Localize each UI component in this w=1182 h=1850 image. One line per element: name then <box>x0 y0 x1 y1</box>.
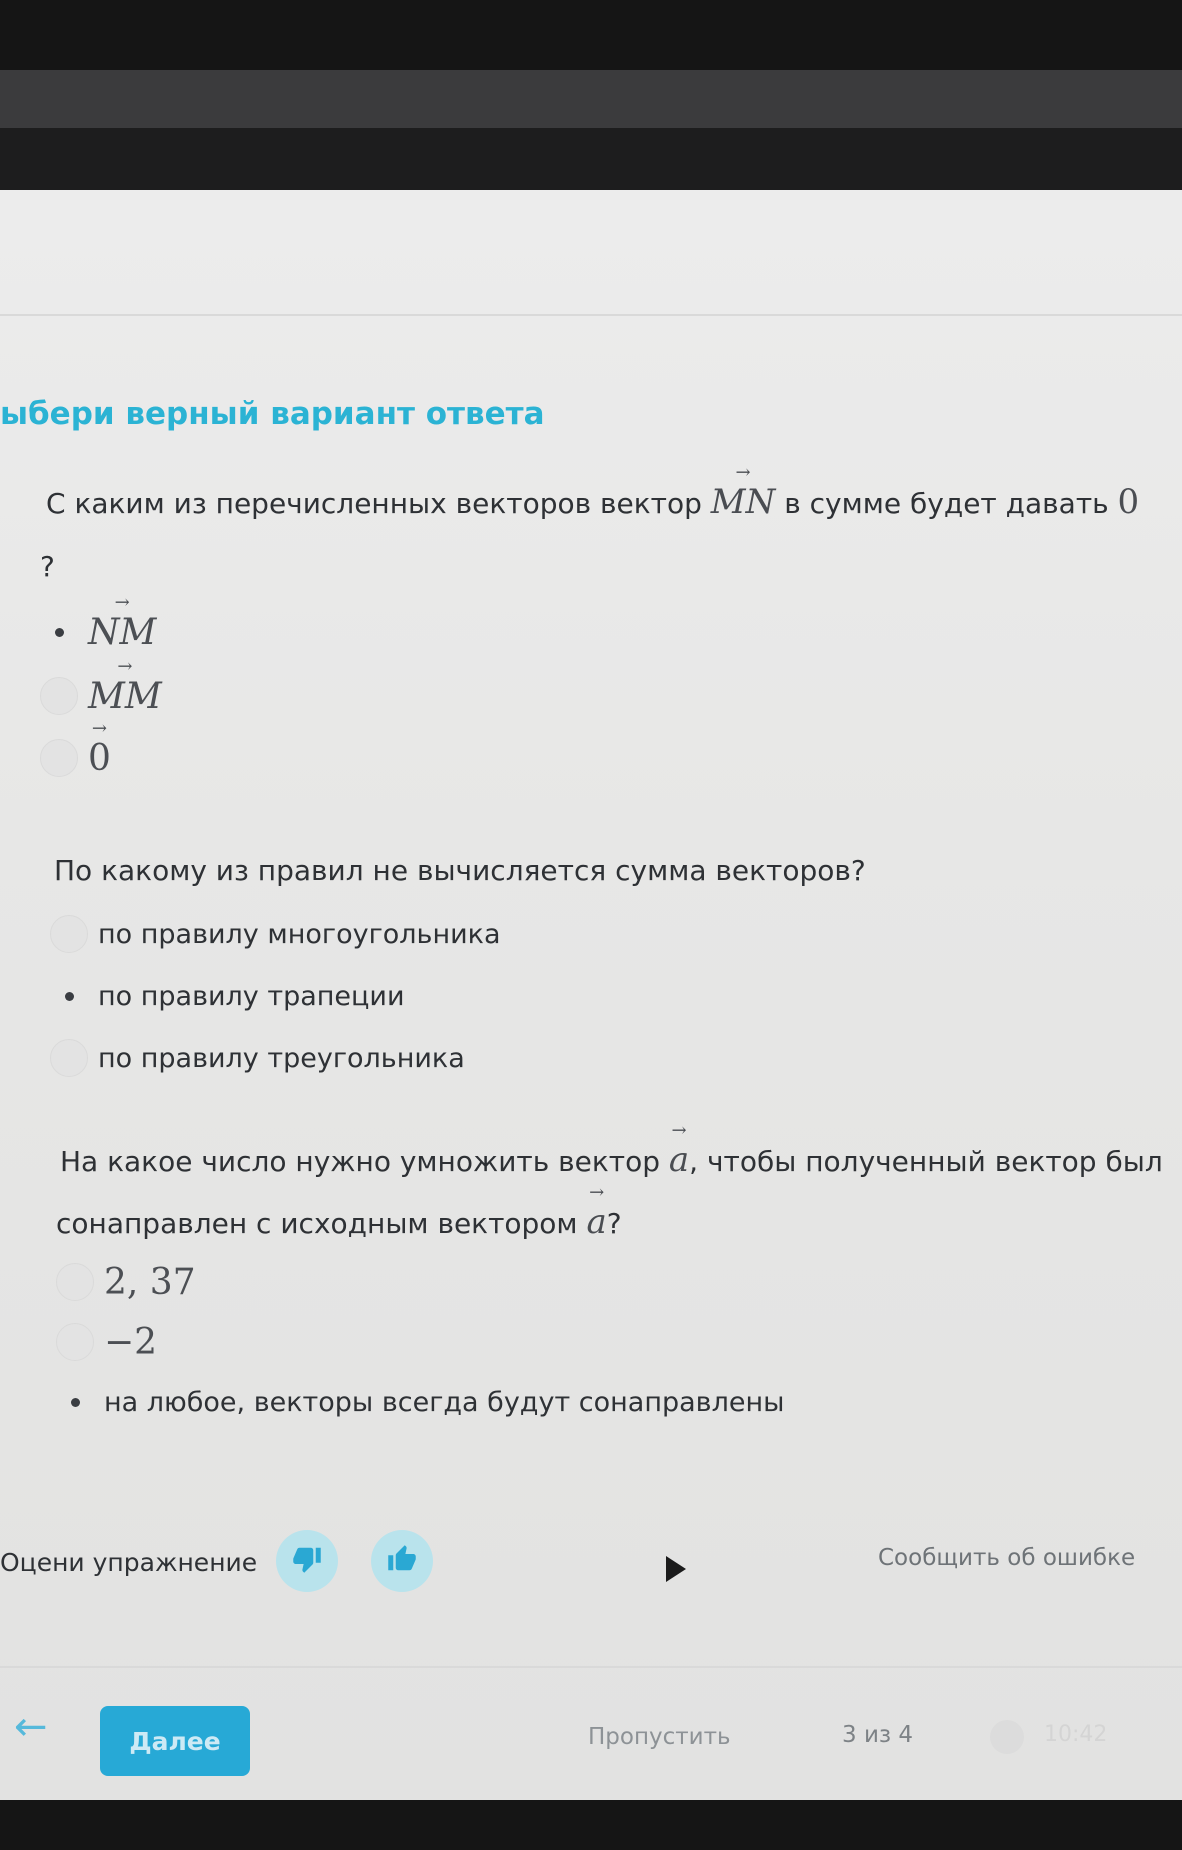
page-header <box>0 190 1182 316</box>
timer: 10:42 <box>1044 1722 1108 1747</box>
top-bezel <box>0 0 1182 70</box>
q2-option-triangle[interactable]: по правилу треугольника <box>50 1036 465 1080</box>
radio-button[interactable] <box>40 677 78 715</box>
report-error-link[interactable]: Сообщить об ошибке <box>878 1545 1136 1571</box>
radio-button[interactable] <box>50 977 88 1015</box>
radio-button[interactable] <box>50 915 88 953</box>
question-1-text-cont: ? <box>40 550 55 583</box>
radio-button[interactable] <box>40 739 78 777</box>
question-3-text: На какое число нужно умножить вектор → a, чтобы полученный вектор был <box>60 1140 1163 1180</box>
exercise-page <box>0 190 1182 1800</box>
radio-button[interactable] <box>40 613 78 651</box>
vector-a: → a <box>669 1140 689 1180</box>
like-button[interactable] <box>371 1530 433 1592</box>
thumbs-down-icon <box>292 1544 322 1578</box>
q1-option-zero[interactable]: → 0 <box>40 736 111 780</box>
radio-button[interactable] <box>56 1383 94 1421</box>
q1-option-mm[interactable]: → MM <box>40 674 162 718</box>
question-3-text-cont: сонаправлен с исходным вектором → a? <box>56 1202 622 1242</box>
q2-option-trapezoid[interactable]: по правилу трапеции <box>50 974 405 1018</box>
rate-exercise-label: Оцени упражнение <box>0 1548 258 1577</box>
vector-a: → a <box>586 1202 606 1242</box>
browser-bar <box>0 70 1182 128</box>
radio-button[interactable] <box>56 1263 94 1301</box>
arrow-left-icon[interactable]: ← <box>14 1704 48 1750</box>
instruction-title: ыбери верный вариант ответа <box>0 396 545 432</box>
q3-option-minus2[interactable]: −2 <box>56 1320 157 1364</box>
q3-option-any[interactable]: на любое, векторы всегда будут сонаправлены <box>56 1380 784 1424</box>
dislike-button[interactable] <box>276 1530 338 1592</box>
next-button[interactable]: Далее <box>100 1706 250 1776</box>
thumbs-up-icon <box>387 1544 417 1578</box>
browser-toolbar <box>0 128 1182 190</box>
progress-counter: 3 из 4 <box>842 1722 914 1748</box>
vector-mn: → MN <box>711 482 776 522</box>
question-1-text: С каким из перечисленных векторов вектор → MN в сумме будет давать 0 <box>46 482 1139 522</box>
skip-button[interactable]: Пропустить <box>588 1724 731 1750</box>
mouse-cursor-icon <box>666 1556 686 1582</box>
clock-icon <box>990 1720 1024 1754</box>
q1-option-nm[interactable]: → NM <box>40 610 156 654</box>
radio-button[interactable] <box>50 1039 88 1077</box>
footer-divider <box>0 1666 1182 1668</box>
question-2-text: По какому из правил не вычисляется сумма векторов? <box>54 854 866 887</box>
radio-button[interactable] <box>56 1323 94 1361</box>
bottom-bezel <box>0 1800 1182 1850</box>
q3-option-237[interactable]: 2, 37 <box>56 1260 196 1304</box>
q2-option-polygon[interactable]: по правилу многоугольника <box>50 912 501 956</box>
